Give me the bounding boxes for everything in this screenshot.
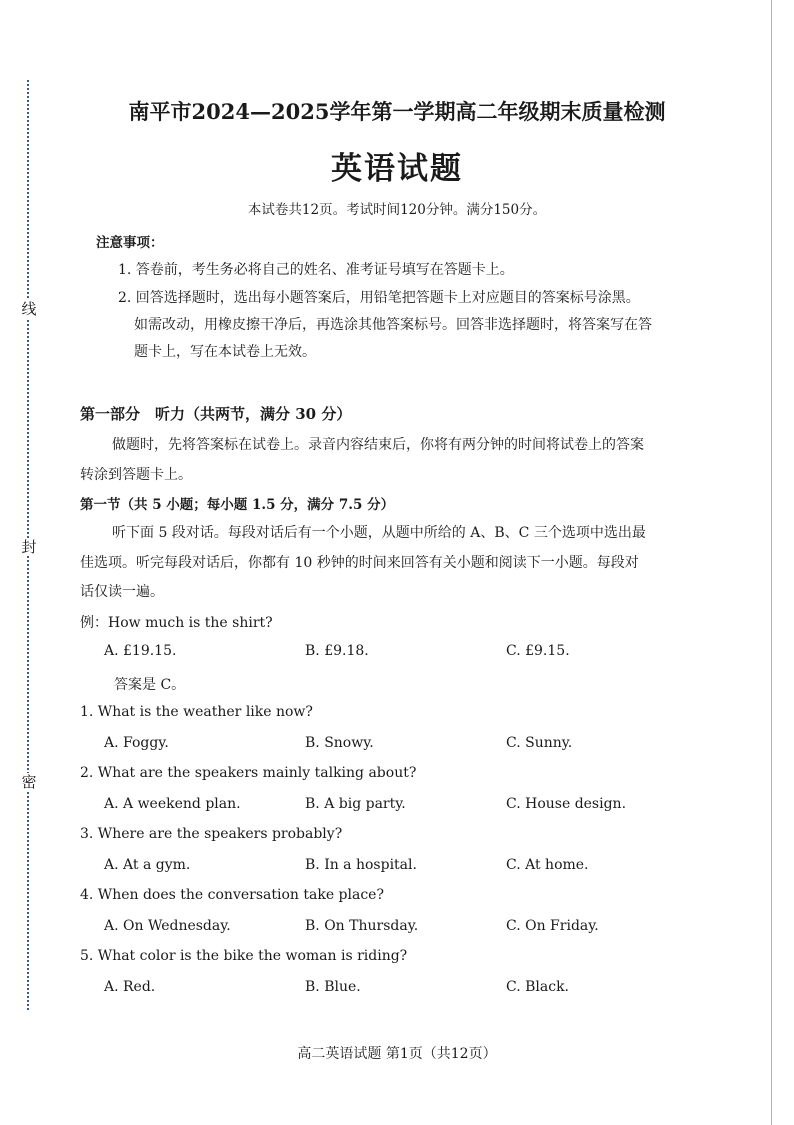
part1-intro-line-2: 转涂到答题卡上。 bbox=[80, 467, 192, 483]
question-1-option-c: C. Sunny. bbox=[506, 735, 573, 751]
question-5-option-a: A. Red. bbox=[104, 979, 156, 995]
exam-title: 南平市2024—2025学年第一学期高二年级期末质量检测 bbox=[128, 99, 666, 124]
question-2: 2. What are the speakers mainly talking about? bbox=[80, 765, 417, 781]
part1-intro-line-1: 做题时，先将答案标在试卷上。录音内容结束后，你将有两分钟的时间将试卷上的答案 bbox=[112, 437, 644, 453]
question-2-option-b: B. A big party. bbox=[305, 796, 406, 812]
question-1-option-a: A. Foggy. bbox=[104, 735, 169, 751]
example-question: 例：How much is the shirt? bbox=[80, 615, 273, 631]
part1-heading: 第一部分 听力（共两节，满分 30 分） bbox=[80, 405, 352, 423]
question-4-option-a: A. On Wednesday. bbox=[104, 918, 231, 934]
question-2-option-c: C. House design. bbox=[506, 796, 627, 812]
question-1-option-b: B. Snowy. bbox=[305, 735, 374, 751]
notice-heading: 注意事项： bbox=[96, 235, 164, 251]
question-3-option-b: B. In a hospital. bbox=[305, 857, 417, 873]
question-3: 3. Where are the speakers probably? bbox=[80, 826, 343, 842]
question-1: 1. What is the weather like now? bbox=[80, 704, 313, 720]
question-5-option-c: C. Black. bbox=[506, 979, 569, 995]
example-option-c: C. £9.15. bbox=[506, 643, 570, 659]
section1-intro-line-1: 听下面 5 段对话。每段对话后有一个小题，从题中所给的 A、B、C 三个选项中选出最 bbox=[112, 525, 646, 541]
subject-title: 英语试题 bbox=[331, 151, 463, 187]
exam-info: 本试卷共12页。考试时间120分钟。满分150分。 bbox=[247, 202, 547, 218]
page-footer: 高二英语试题 第1页（共12页） bbox=[297, 1046, 497, 1062]
example-option-b: B. £9.18. bbox=[305, 643, 369, 659]
example-answer: 答案是 C。 bbox=[114, 677, 186, 693]
notice-item-2-line-3: 题卡上，写在本试卷上无效。 bbox=[134, 344, 316, 360]
notice-item-2-line-1: 2. 回答选择题时，选出每小题答案后，用铅笔把答题卡上对应题目的答案标号涂黑。 bbox=[118, 290, 640, 306]
question-4-option-c: C. On Friday. bbox=[506, 918, 599, 934]
section1-intro-line-3: 话仅读一遍。 bbox=[80, 584, 164, 600]
section1-intro-line-2: 佳选项。听完每段对话后，你都有 10 秒钟的时间来回答有关小题和阅读下一小题。每段对 bbox=[80, 555, 639, 571]
binding-char-mi: 密 bbox=[21, 773, 37, 791]
notice-item-1: 1. 答卷前，考生务必将自己的姓名、准考证号填写在答题卡上。 bbox=[118, 262, 514, 278]
question-4: 4. When does the conversation take place? bbox=[80, 887, 384, 903]
notice-item-2-line-2: 如需改动，用橡皮擦干净后，再选涂其他答案标号。回答非选择题时，将答案写在答 bbox=[134, 317, 652, 333]
question-5-option-b: B. Blue. bbox=[305, 979, 361, 995]
section1-heading: 第一节（共 5 小题；每小题 1.5 分，满分 7.5 分） bbox=[80, 497, 395, 513]
question-2-option-a: A. A weekend plan. bbox=[104, 796, 241, 812]
question-5: 5. What color is the bike the woman is riding? bbox=[80, 948, 408, 964]
example-option-a: A. £19.15. bbox=[104, 643, 177, 659]
binding-char-feng: 封 bbox=[21, 538, 37, 556]
question-3-option-a: A. At a gym. bbox=[104, 857, 191, 873]
binding-char-xian: 线 bbox=[21, 300, 37, 318]
question-4-option-b: B. On Thursday. bbox=[305, 918, 419, 934]
question-3-option-c: C. At home. bbox=[506, 857, 589, 873]
